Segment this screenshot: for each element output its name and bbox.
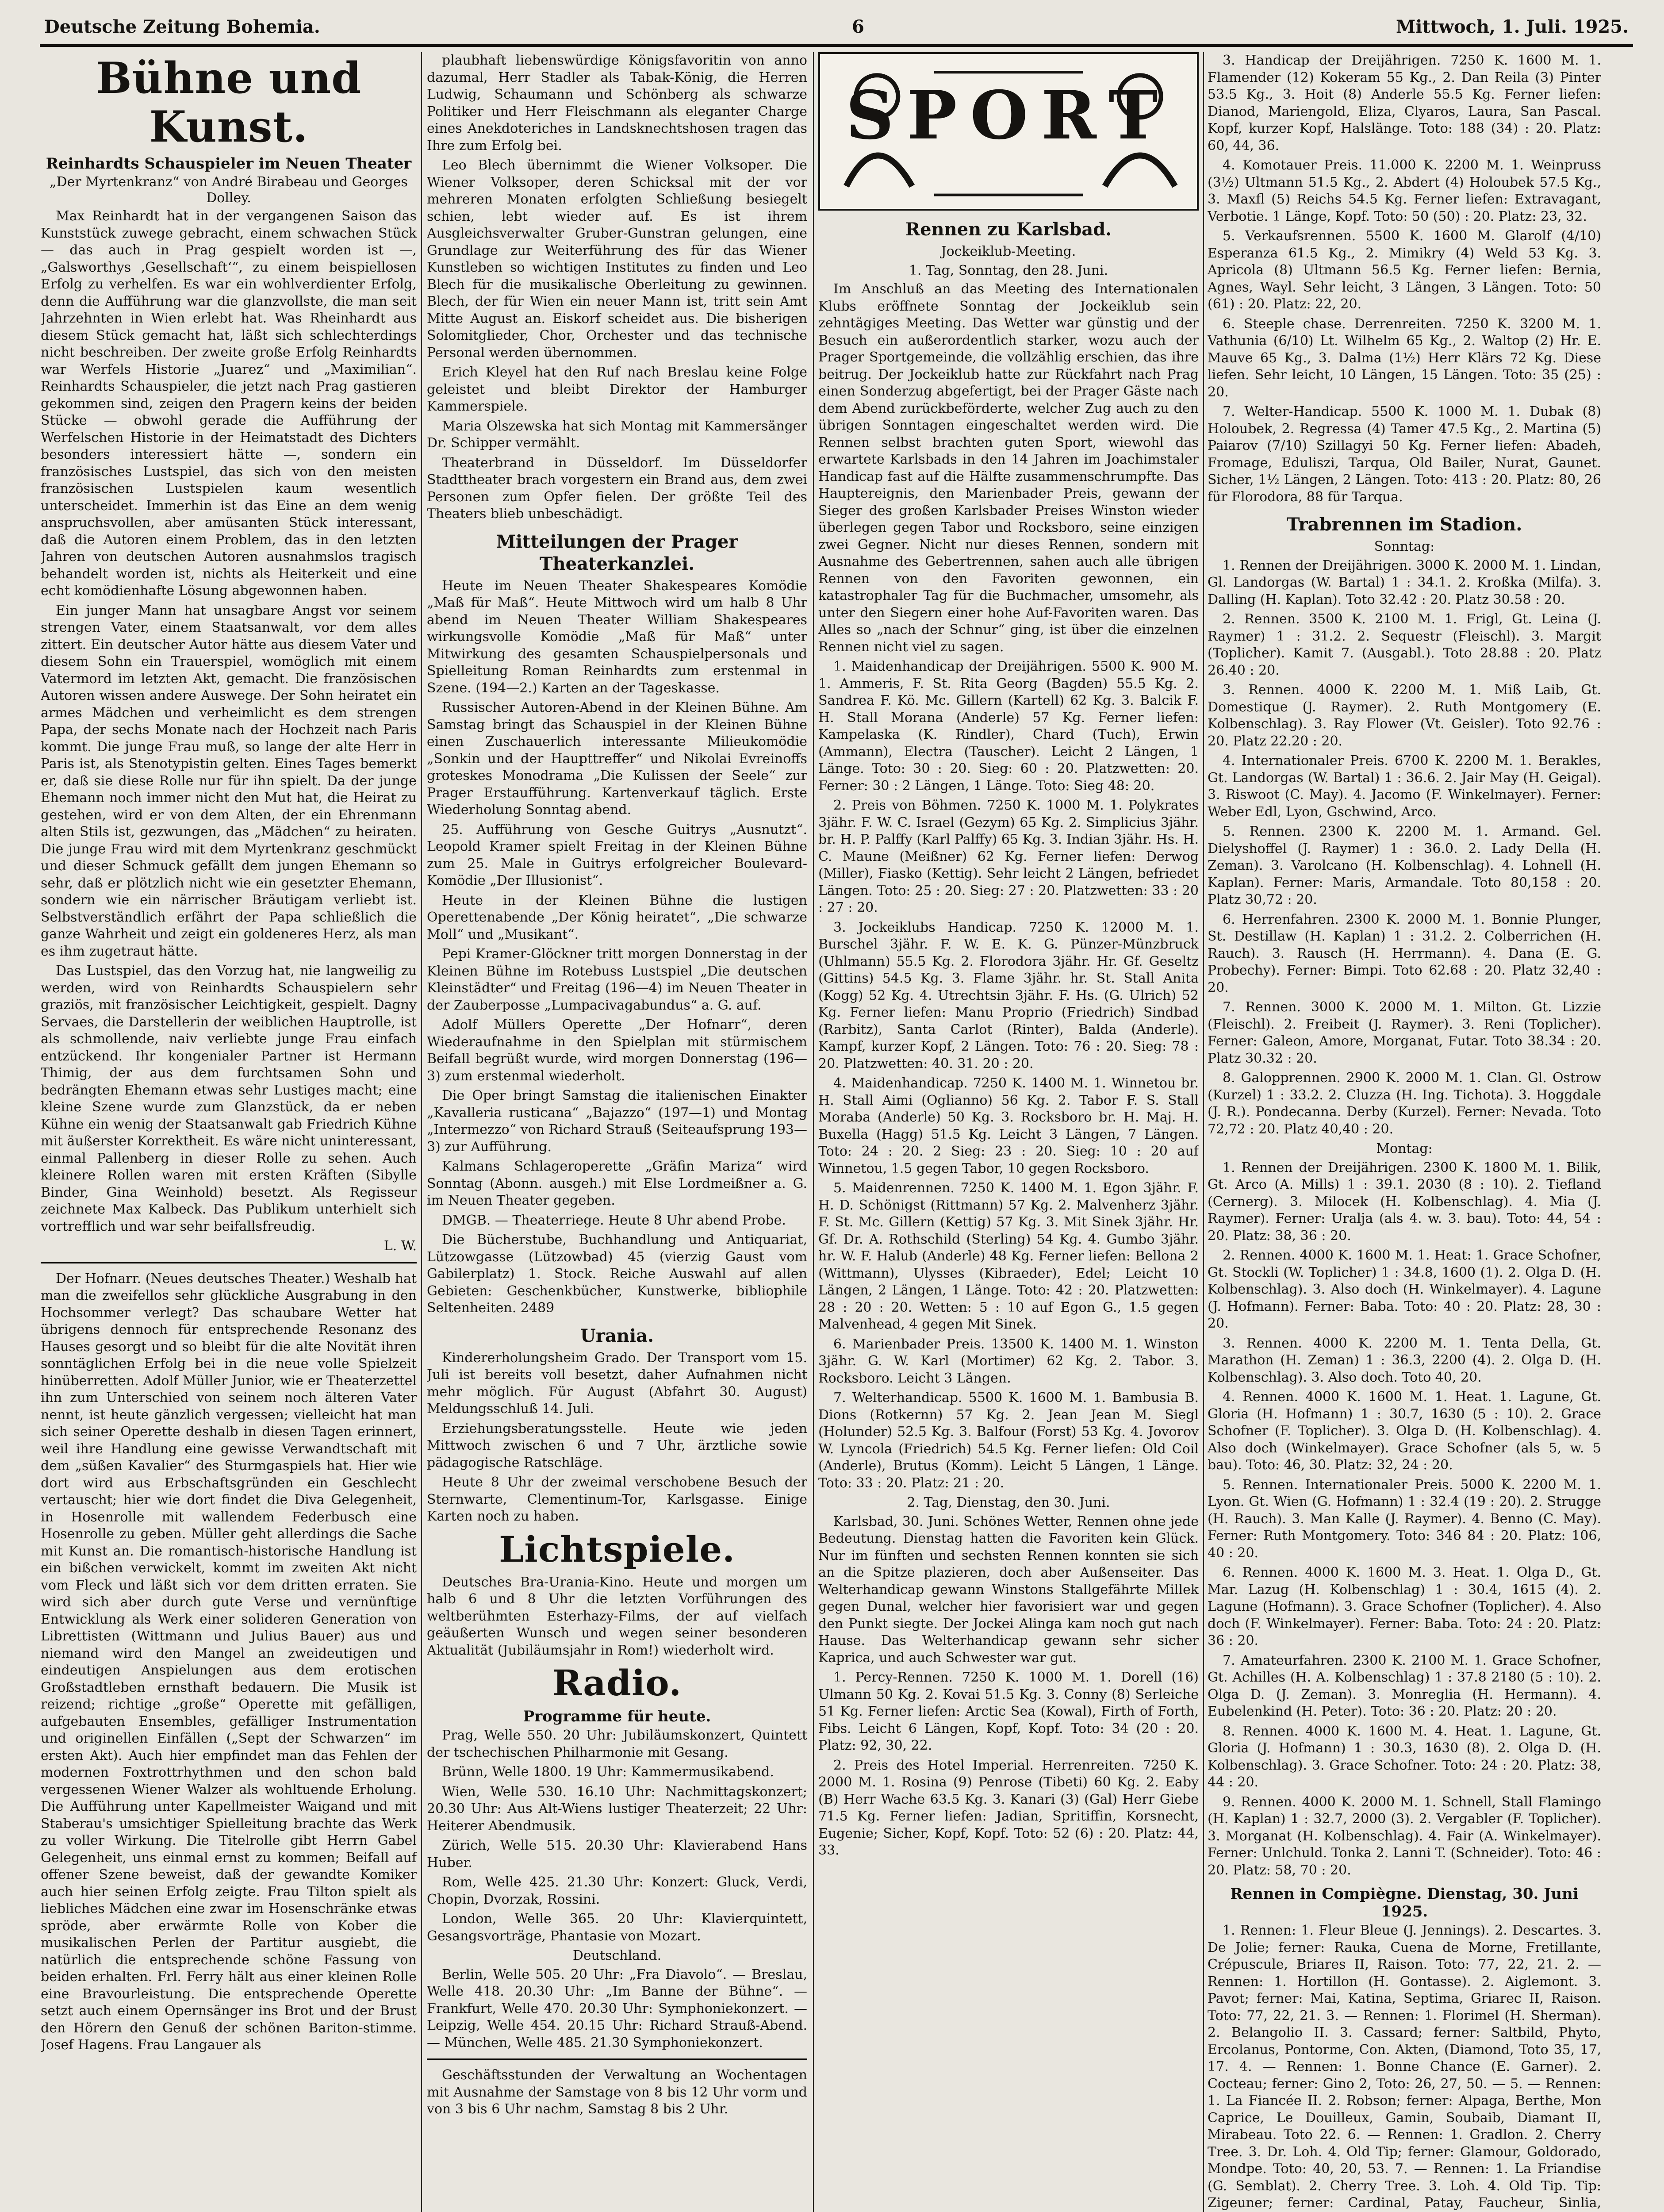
page-header	[44, 13, 1629, 40]
header-date: Mittwoch, 1. Juli. 1925.	[1396, 16, 1629, 37]
section-title-lichtspiele: Lichtspiele.	[499, 1528, 735, 1570]
radio-item: Wien, Welle 530. 16.10 Uhr: Nachmittagskonzert; 20.30 Uhr: Aus Alt-Wiens lustiger Theaterzeit; 22 Uhr: Heiterer Abendmusik.	[427, 1784, 807, 1834]
trot-result: 6. Rennen. 4000 K. 1600 M. 3. Heat. 1. Olga D., Gt. Mar. Lazug (H. Kolbenschlag) 1 : 30.4, 1615 (4). 2. Lagune (Hofmann). 3. Grace Schofner (Toplicher). 4. Also doch (F. Winkelmayer). Ferner: Baba. Toto: 24 : 20. Platz: 36 : 20.	[1208, 1565, 1601, 1648]
notice-item: Die Oper bringt Samstag die italienischen Einakter „Kavalleria rusticana“ „Bajazzo“ (197—1) und Montag „Intermezzo“ von Richard Strauß (Seiteaufsprung 193—3) zur Aufführung.	[427, 1088, 807, 1155]
sport-banner-word: SPORT	[846, 77, 1171, 154]
race-day-heading: 2. Tag, Dienstag, den 30. Juni.	[907, 1495, 1110, 1510]
sport-banner	[818, 52, 1199, 211]
notice-item: Kalmans Schlageroperette „Gräfin Mariza“ wird Sonntag (Abonn. ausgeh.) mit Else Lordmeißner a. G. im Neuen Theater gegeben.	[427, 1159, 807, 1208]
radio-item: Berlin, Welle 505. 20 Uhr: „Fra Diavolo“. — Breslau, Welle 418. 20.30 Uhr: „Im Banne der Bühne“. — Frankfurt, Welle 470. 20.30 Uhr: Symphoniekonzert. — Leipzig, Welle 454. 20.15 Uhr: Richard Strauß-Abend. — München, Welle 485. 21.30 Symphoniekonzert.	[427, 1966, 807, 2051]
trot-result: 2. Rennen. 4000 K. 1600 M. 1. Heat: 1. Grace Schofner, Gt. Stockli (W. Toplicher) 1 : 34.8, 1600 (1). 2. Olga D. (H. Kolbenschlag). 3. Also doch (H. Winkelmayer). 4. Lagune (J. Hofmann). Ferner: Baba. Toto: 40 : 20. Platz: 28, 30 : 20.	[1208, 1248, 1601, 1331]
notice-item: Heute im Neuen Theater Shakespeares Komödie „Maß für Maß“. Heute Mittwoch wird um halb 8 Uhr abend im Neuen Theater William Shakespeares wirkungsvolle Komödie „Maß für Maß“ unter Mitwirkung des gesamten Schauspielpersonals und Spielleitung Roman Reinhardts zum erstenmal in Szene. (194—2.) Karten an der Tageskasse.	[427, 578, 807, 696]
day-heading-sonntag: Sonntag:	[1374, 539, 1435, 554]
race-result: 3. Jockeiklubs Handicap. 7250 K. 12000 M. 1. Burschel 3jähr. F. W. E. K. G. Pünzer-Münzbruck (Uhlmann) 55.5 Kg. 2. Florodora 3jähr. Hr. Gf. Geseltz (Gittins) 54.5 Kg. 3. Flame 3jähr. hr. St. Stall Anita (Kogg) 52 Kg. 4. Utrechtsin 3jähr. F. Hs. (G. Ulrich) 52 Kg. Ferner liefen: Manu Proprio (Friedrich) Sindbad (Rarbitz), Santa Carlot (Rinter), Balda (Anderle). Kampf, kurzer Kopf, 2 Längen. Toto: 76 : 20. Sieg: 78 : 20. Platzwetten: 40. 31. 20 : 20.	[818, 919, 1199, 1071]
article-play-title: „Der Myrtenkranz“ von André Birabeau und Georges Dolley.	[50, 174, 408, 206]
race-report: Im Anschluß an das Meeting des Internationalen Klubs eröffnete Sonntag der Jockeiklub sein zehntägiges Meeting. Das Wetter war günstig und der Besuch ein außerordentlich starker, wozu auch der Prager Sportgemeinde, die vollzählig erschien, das ihre beitrug. Der Jockeiklub hatte zur Rückfahrt nach Prag einen Sonderzug abgefertigt, bei der Prager Gäste nach dem Abend zurückbeförderte, welcher Zug auch zu den übrigen Sonntagen eingeschaltet werden wird. Die Rennen selbst brachten guten Sport, wiewohl das erwartete Karlsbads in den 14 Jahren im Joachimstaler Handicap fast auf die Hälfte zusammenschrumpfte. Das Hauptereignis, den Marienbader Preis, gewann der Sieger des großen Karlsbader Preises Winston wieder überlegen gegen Tabor und Rocksboro, seine einzigen zwei Gegner. Nicht nur dieses Rennen, sondern mit Ausnahme des Gebertrennen, sahen auch alle übrigen Rennen von den Favoriten gewonnen, ein katastrophaler Tag für die Buchmacher, umsomehr, als unter den Siegern einer hohe Auf-Favoriten waren. Das Alles so „nach der Schnur“ ging, ist über die einzelnen Rennen nicht viel zu sagen.	[818, 281, 1199, 655]
trot-result: 8. Rennen. 4000 K. 1600 M. 4. Heat. 1. Lagune, Gt. Gloria (J. Hofmann) 1 : 30.3, 1630 (8). 2. Olga D. (H. Kolbenschlag). 3. Grace Schofner. Toto: 24 : 20. Platz: 38, 44 : 20.	[1208, 1723, 1601, 1790]
section-title-urania: Urania.	[580, 1325, 654, 1346]
race-result: 2. Preis von Böhmen. 7250 K. 1000 M. 1. Polykrates 3jähr. F. W. C. Israel (Gezym) 65 Kg. 2. Simplicius 3jähr. br. H. P. Palffy (Karl Palffy) 65 Kg. 3. Indian 3jähr. Hs. H. C. Maune (Meißner) 62 Kg. Ferner liefen: Derwog (Miller), Fiasko (Kettig). Sehr leicht 2 Längen, befriedet Längen. Toto: 25 : 20. Sieg: 27 : 20. Platzwetten: 33 : 20 : 27 : 20.	[818, 798, 1199, 915]
notice-item: Pepi Kramer-Glöckner tritt morgen Donnerstag in der Kleinen Bühne im Rotebuss Lustspiel „Die deutschen Kleinstädter“ und Freitag (196—4) im Neuen Theater in der Zauberposse „Lumpacivagabundus“ a. G. auf.	[427, 946, 807, 1013]
cinema-item: Deutsches Bra-Urania-Kino. Heute und morgen um halb 6 und 8 Uhr die letzten Vorführungen des weltberühmten Esterhazy-Films, der auf vielfach geäußerten Wunsch und wegen seiner besonderen Aktualität (Jubiläumsjahr in Rom!) wiederholt wird.	[427, 1574, 807, 1658]
compiegne-results: 1. Rennen: 1. Fleur Bleue (J. Jennings). 2. Descartes. 3. De Jolie; ferner: Rauka, Cuena de Morne, Fretillante, Crépuscule, Briares II, Raison. Toto: 77, 22, 21. 2. — Rennen: 1. Hortillon (H. Gontasse). 2. Aiglemont. 3. Pavot; ferner: Mai, Katina, Septima, Griarec II, Raison. Toto: 77, 22, 21. 3. — Rennen: 1. Florimel (H. Sherman). 2. Belangolio II. 3. Cassard; ferner: Saltbild, Phyto, Ercolanus, Pontorme, Con. Akten, (Diamond, Toto 35, 17, 17. 4. — Rennen: 1. Bonne Chance (E. Garner). 2. Cocteau; ferner: Gino 2, Toto: 26, 27, 50. — 5. — Rennen: 1. La Fiancée II. 2. Robson; ferner: Alpaga, Berthe, Mon Caprice, Le Douilleux, Gamin, Soubaib, Diamant II, Mirabeau. Toto 22. 6. — Rennen: 1. Gradlon. 2. Cherry Tree. 3. Dr. Loh. 4. Old Tip; ferner: Glamour, Goldorado, Mondpe. Toto: 40, 20, 53. 7. — Rennen: 1. La Friandise (G. Semblat). 2. Cherry Tree. 3. Loh. 4. Old Tip. Tip: Zigeuner; ferner: Cardinal, Patay, Faucheur, Sinlia,	[1208, 1923, 1601, 2211]
radio-item: Zürich, Welle 515. 20.30 Uhr: Klavierabend Hans Huber.	[427, 1838, 807, 1870]
meeting-name: Jockeiklub-Meeting.	[941, 244, 1076, 259]
column-1	[41, 52, 417, 2212]
race-day-heading: 1. Tag, Sonntag, den 28. Juni.	[909, 262, 1108, 278]
trot-result: 1. Rennen der Dreijährigen. 2300 K. 1800 M. 1. Bilik, Gt. Arco (A. Mills) 1 : 39.1. 2030 (8 : 10). 2. Tiefland (Cernerg). 3. Milocek (H. Kolbenschlag). 4. Mia (J. Raymer). Ferner: Uralja (als 4. w. 3. bau). Toto: 44, 54 : 20. Platz: 38, 36 : 20.	[1208, 1160, 1601, 1244]
article-signature: L. W.	[383, 1238, 417, 1254]
section-title-mitteilungen: Mitteilungen der Prager Theaterkanzlei.	[496, 531, 738, 574]
notice-item: Heute in der Kleinen Bühne die lustigen Operettenabende „Der König heiratet“, „Die schwarze Moll“ und „Musikant“.	[427, 892, 807, 942]
race-result: 3. Handicap der Dreijährigen. 7250 K. 1600 M. 1. Flamender (12) Kokeram 55 Kg., 2. Dan Reila (3) Pinter 53.5 Kg., 3. Hoit (8) Anderle 55.5 Kg. Ferner liefen: Dianod, Mariengold, Eliza, Clyaros, Laura, San Pascal. Kopf, kurzer Kopf, Halslänge. Toto: 188 (34) : 20. Platz: 60, 44, 36.	[1208, 53, 1601, 154]
header-rule	[40, 44, 1633, 47]
race-result: 1. Maidenhandicap der Dreijährigen. 5500 K. 900 M. 1. Ammeris, F. St. Rita Georg (Bagden) 55.5 Kg. 2. Sandrea F. Kö. Mc. Gillern (Kartell) 62 Kg. 3. Balcik F. H. Stall Morana (Anderle) 57 Kg. Ferner liefen: Kampelaska (K. Rindler), Chard (Tuch), Erwin (Ammann), Electra (Tauscher). Leicht 2 Längen, 1 Länge. Toto: 30 : 20. Sieg: 60 : 20. Platzwetten: 20. Ferner: 30 : 2 Längen, 1 Länge. Toto: Sieg 48: 20.	[818, 659, 1199, 794]
review-hofnarr: Der Hofnarr. (Neues deutsches Theater.) Weshalb hat man die zweifellos sehr glückliche Ausgrabung in den Hochsommer verlegt? Das schaubare Wetter hat übrigens dennoch für entsprechende Resonanz des Hauses gesorgt und so bleibt für die alte Novität ihren sonntäglichen Erfolg bei in die neue volle Spielzeit hinüberretten. Adolf Müller Junior, wie er Theaterzettel ihn zum Unterschied von seinem noch älteren Vater nennt, ist heute gänzlich vergessen; vielleicht hat man sich seiner Operette deshalb in diesen Tagen erinnert, weil ihre Handlung eine gewisse Verwandtschaft mit dem „süßen Kavalier“ des Sturmgaspiels hat. Hier wie dort wird aus Erbschaftsgründen ein Geschlecht vertauscht; hier wie dort findet die Diva Gelegenheit, in Hosenrolle mit wallendem Federbusch eine Hosenrolle zu geben. Müller geht allerdings die Sache mit Kunst an. Die romantisch-historische Handlung ist ein bißchen verwickelt, kommt im zweiten Akt nicht vom Fleck und läßt sich vor dem dritten erraten. Sie wird sich aber durch gute Verse und vernünftige Entwicklung als Werk einer solideren Generation von Librettisten (Wittmann und Julius Bauer) aus und niemand wird den Mangel an zweideutigen und eindeutigen Anspielungen aus dem erotischen Großstadtleben ernsthaft bedauern. Die Musik ist reizend; richtige „große“ Operette mit gefälligen, aufgebauten Ensembles, gefälliger Instrumentation und originellen Einfällen („Sept der Schwarzen“ im ersten Akt). Auch hier empfindet man das Fehlen der modernen Foxtrottrhythmen und den schon bald vergessenen Wiener Walzer als wohltuende Erholung. Die Aufführung unter Kapellmeister Waigand und mit Staberau's umsichtiger Spielleitung brachte das Werk zu voller Wirkung. Die Titelrolle gibt Herrn Gabel Gelegenheit, uns einmal ernst zu kommen; Beifall auf offener Szene beweist, daß der gewandte Komiker auch hier seinen Erfolg zeigte. Frau Tilton spielt als liebliches Mädchen eine zwar im Hosenschränke etwas spröde, aber erwärmte Rolle von Kober die musikalischen Perlen der Partitur ausgiebt, die natürlich die entsprechende schöne Fassung von beiden erhalten. Frl. Ferry hält aus einer kleinen Rolle eine Bravourleistung. Die entsprechende Operette setzt auch einem Opernsänger ins Brot und der Brust den Hörern den Genuß der schönen Bariton-stimme. Josef Hagens. Frau Langauer als	[41, 1271, 417, 2053]
header-page-number: 6	[851, 16, 864, 37]
race-result: 5. Verkaufsrennen. 5500 K. 1600 M. Glarolf (4/10) Esperanza 61.5 Kg., 2. Mimikry (4) Weld 53 Kg. 3. Apricola (8) Ultmann 56.5 Kg. Ferner liefen: Bernia, Agnes, Wayl. Sehr leicht, 3 Längen, 3 Längen. Toto: 50 (61) : 20. Platz: 22, 20.	[1208, 228, 1601, 312]
column-2	[427, 52, 807, 2212]
radio-item: London, Welle 365. 20 Uhr: Klavierquintett, Gesangsvorträge, Phantasie von Mozart.	[427, 1911, 807, 1944]
office-hours: Geschäftsstunden der Verwaltung an Wochentagen mit Ausnahme der Samstage von 8 bis 12 Uhr vorm und von 3 bis 6 Uhr nachm, Samstag 8 bis 2 Uhr.	[427, 2067, 807, 2117]
trot-result: 5. Rennen. 2300 K. 2200 M. 1. Armand. Gel. Dielyshoffel (J. Raymer) 1 : 36.0. 2. Lady Della (H. Zeman). 3. Varolcano (H. Kolbenschlag). 4. Lohnell (H. Kaplan). Ferner: Maris, Armandale. Toto 80,158 : 20. Platz 30,72 : 20.	[1208, 824, 1601, 907]
trot-result: 4. Rennen. 4000 K. 1600 M. 1. Heat. 1. Lagune, Gt. Gloria (H. Hofmann) 1 : 30.7, 1630 (5 : 10). 2. Grace Schofner (F. Toplicher). 3. Olga D. (H. Kolbenschlag). 4. Also doch (Winkelmayer). Grace Schofner (als 5, w. 5 bau). Toto: 46, 30. Platz: 32, 24 : 20.	[1208, 1389, 1601, 1473]
notice-item: 25. Aufführung von Gesche Guitrys „Ausnutzt“. Leopold Kramer spielt Freitag in der Kleinen Bühne zum 25. Male in Guitrys erfolgreicher Boulevard-Komödie „Der Illusionist“.	[427, 822, 807, 888]
notice-item: DMGB. — Theaterriege. Heute 8 Uhr abend Probe.	[442, 1212, 786, 1228]
radio-subtitle: Programme für heute.	[523, 1708, 711, 1725]
race-result: 2. Preis des Hotel Imperial. Herrenreiten. 7250 K. 2000 M. 1. Rosina (9) Penrose (Tibeti) 60 Kg. 2. Eaby (B) Herr Wache 63.5 Kg. 3. Kanari (3) (Gal) Herr Giebe 71.5 Kg. Ferner liefen: Jadian, Spritiffin, Korsnecht, Eugenie; Sicher, Kopf, Kopf. Toto: 52 (6) : 20. Platz: 44, 33.	[818, 1757, 1199, 1858]
trot-result: 7. Rennen. 3000 K. 2000 M. 1. Milton. Gt. Lizzie (Fleischl). 2. Freibeit (J. Raymer). 3. Reni (Toplicher). Ferner: Galeon, Amore, Morganat, Futar. Toto 38.34 : 20. Platz 30.32 : 20.	[1208, 999, 1601, 1066]
column-3	[818, 52, 1199, 2212]
race-result: 7. Welter-Handicap. 5500 K. 1000 M. 1. Dubak (8) Holoubek, 2. Regressa (4) Tamer 47.5 Kg., 2. Martina (5) Paiarov (7/10) Szillagyi 50 Kg. Ferner liefen: Abadeh, Fromage, Eduliszi, Tarqua, Old Bailer, Nurat, Gaunet. Sicher, 1½ Längen, 2 Längen. Toto: 413 : 20. Platz: 80, 26 für Florodora, 88 für Tarqua.	[1208, 404, 1601, 505]
day-heading-montag: Montag:	[1376, 1141, 1433, 1156]
trot-result: 1. Rennen der Dreijährigen. 3000 K. 2000 M. 1. Lindan, Gl. Landorgas (W. Bartal) 1 : 34.1. 2. Kroßka (Milfa). 3. Dalling (H. Kaplan). Toto 32.42 : 20. Platz 30.58 : 20.	[1208, 557, 1601, 607]
trot-result: 5. Rennen. Internationaler Preis. 5000 K. 2200 M. 1. Lyon. Gt. Wien (G. Hofmann) 1 : 32.4 (19 : 20). 2. Strugge (H. Rauch). 3. Man Kalle (J. Raymer). 4. Benno (C. May). Ferner: Ruth Montgomery. Toto: 346 84 : 20. Platz: 106, 40 : 20.	[1208, 1477, 1601, 1561]
radio-item: Rom, Welle 425. 21.30 Uhr: Konzert: Gluck, Verdi, Chopin, Dvorzak, Rossini.	[427, 1874, 807, 1907]
radio-item: Brünn, Welle 1800. 19 Uhr: Kammermusikabend.	[442, 1764, 774, 1780]
section-title-buehne: Bühne und Kunst.	[96, 53, 362, 152]
trot-result: 3. Rennen. 4000 K. 2200 M. 1. Tenta Della, Gt. Marathon (H. Zeman) 1 : 36.3, 2200 (4). 2. Olga D. (H. Kolbenschlag). 3. Also doch. Toto 40, 20.	[1208, 1335, 1601, 1385]
race-result: 4. Maidenhandicap. 7250 K. 1400 M. 1. Winnetou br. H. Stall Aimi (Oglianno) 56 Kg. 2. Tabor F. S. Stall Moraba (Anderle) 50 Kg. 3. Rocksboro br. H. Maj. H. Buxella (Hagg) 51.5 Kg. Leicht 3 Längen, 7 Längen. Toto: 24 : 20. 2 Sieg: 23 : 20. Sieg: 10 : 20 auf Winnetou, 1.5 gegen Tabor, 10 gegen Rocksboro.	[818, 1075, 1199, 1176]
trot-result: 7. Amateurfahren. 2300 K. 2100 M. 1. Grace Schofner, Gt. Achilles (H. A. Kolbenschlag) 1 : 37.8 2180 (5 : 10). 2. Olga D. (J. Zeman). 3. Monreglia (H. Hermann). 4. Eubelenkind (H. Peter). Toto: 36 : 20. Platz: 20 : 20.	[1208, 1652, 1601, 1719]
race-result: 4. Komotauer Preis. 11.000 K. 2200 M. 1. Weinpruss (3½) Ultmann 51.5 Kg., 2. Abdert (4) Holoubek 57.5 Kg., 3. Maxfl (5) Reichs 54.5 Kg. Ferner liefen: Extravagant, Verbotie. 1 Länge, Kopf. Toto: 50 (50) : 20. Platz: 23, 32.	[1208, 157, 1601, 224]
race-result: 6. Marienbader Preis. 13500 K. 1400 M. 1. Winston 3jähr. G. W. Karl (Mortimer) 62 Kg. 2. Tabor. 3. Rocksboro. Leicht 3 Längen.	[818, 1336, 1199, 1386]
notice-item: Adolf Müllers Operette „Der Hofnarr“, deren Wiederaufnahme in den Spielplan mit stürmischem Beifall begrüßt wurde, wird morgen Donnerstag (196—3) zum erstenmal wiederholt.	[427, 1017, 807, 1084]
section-title-radio: Radio.	[552, 1662, 682, 1704]
radio-item: Prag, Welle 550. 20 Uhr: Jubiläumskonzert, Quintett der tschechischen Philharmonie mit Gesang.	[427, 1728, 807, 1760]
divider	[427, 2058, 807, 2060]
urania-item: Heute 8 Uhr der zweimal verschobene Besuch der Sternwarte, Clementinum-Tor, Karlsgasse. Einige Karten noch zu haben.	[427, 1475, 807, 1524]
column-4	[1208, 52, 1601, 2212]
notice-item: Die Bücherstube, Buchhandlung und Antiquariat, Lützowgasse (Lützowbad) 45 (vierzig Gaust vom Gabilerplatz) 1. Stock. Reiche Auswahl auf allen Gebieten: Geschenkbücher, Kunstwerke, bibliophile Seltenheiten. 2489	[427, 1232, 807, 1316]
radio-country-label: Deutschland.	[572, 1948, 662, 1963]
news-item: Maria Olszewska hat sich Montag mit Kammersänger Dr. Schipper vermählt.	[427, 418, 807, 451]
trot-result: 9. Rennen. 4000 K. 2000 M. 1. Schnell, Stall Flamingo (H. Kaplan) 1 : 32.7, 2000 (3). 2. Vergabler (F. Toplicher). 3. Morganat (H. Kolbenschlag). 4. Fair (A. Winkelmayer). Ferner: Unlchuld. Tonka 2. Lanni T. (Schneider). Toto: 46 : 20. Platz: 58, 70 : 20.	[1208, 1794, 1601, 1878]
race-result: 7. Welterhandicap. 5500 K. 1600 M. 1. Bambusia B. Dions (Rotkernn) 57 Kg. 2. Jean Jean M. Siegl (Holunder) 52.5 Kg. 3. Balfour (Forst) 53 Kg. 4. Jovorov W. Lyncola (Friedrich) 54.5 Kg. Ferner liefen: Old Coil (Anderle), Brutus (Komm). Leicht 5 Längen, 1 Länge. Toto: 33 : 20. Platz: 21 : 20.	[818, 1390, 1199, 1491]
section-title-trabrennen: Trabrennen im Stadion.	[1286, 514, 1522, 535]
trot-result: 8. Galopprennen. 2900 K. 2000 M. 1. Clan. Gl. Ostrow (Kurzel) 1 : 33.2. 2. Cluzza (H. Ing. Tichota). 3. Hoggdale (J. R.). Pondecanna. Derby (Kurzel). Ferner: Nevada. Toto 72,72 : 20. Platz 40,40 : 20.	[1208, 1070, 1601, 1137]
urania-item: Kindererholungsheim Grado. Der Transport vom 15. Juli ist bereits voll besetzt, daher Aufnahmen nicht mehr möglich. Für August (Abfahrt 30. August) Meldungsschluß 14. Juli.	[427, 1350, 807, 1417]
compiegne-heading: Rennen in Compiègne. Dienstag, 30. Juni 1925.	[1230, 1885, 1579, 1920]
race-result: 1. Percy-Rennen. 7250 K. 1000 M. 1. Dorell (16) Ulmann 50 Kg. 2. Kovai 51.5 Kg. 3. Conny (8) Serleiche 51 Kg. Ferner liefen: Arctic Sea (Kowal), Firth of Forth, Fibs. Leicht 6 Längen, Kopf, Kopf. Toto: 34 (20 : 20. Platz: 92, 30, 22.	[818, 1670, 1199, 1753]
section-title-karlsbad: Rennen zu Karlsbad.	[905, 219, 1112, 240]
column-separator	[421, 52, 422, 2212]
article-paragraph: plaubhaft liebenswürdige Königsfavoritin von anno dazumal, Herr Stadler als Tabak-König, die Herren Ludwig, Schaumann und Schönberg als schwarze Politiker und Herr Fleischmann als eleganter Charge eines Anekdoteriches in Landsknechtshosen tragen das Ihre zum Erfolg bei.	[427, 53, 807, 154]
trot-result: 2. Rennen. 3500 K. 2100 M. 1. Frigl, Gt. Leina (J. Raymer) 1 : 31.2. 2. Sequestr (Fleischl). 3. Margit (Toplicher). Kamit 7. (Ausgabl.). Toto 28.88 : 20. Platz 26.40 : 20.	[1208, 611, 1601, 678]
article-paragraph: Das Lustspiel, das den Vorzug hat, nie langweilig zu werden, wird von Reinhardts Schauspielern sehr graziös, mit französischer Leichtigkeit, gespielt. Dagny Servaes, die Darstellerin der weiblichen Hauptrolle, ist als schmollende, naiv verliebte junge Frau einfach entzückend. Ihr kongenialer Partner ist Hermann Thimig, der aus dem furchtsamen Sohn und bedrängten Ehemann etwas sehr Lustiges macht; eine kleine Szene wurde zum Glanzstück, da er neben Kühne ein wenig der Staatsanwalt gab Friedrich Kühne mit äußerster Korrektheit. Es wäre nicht uninteressant, einmal Pallenberg in dieser Rolle zu sehen. Auch kleinere Rollen waren mit ersten Kräften (Sibylle Binder, Gina Weinhold) besetzt. Als Regisseur zeichnete Max Kalbeck. Das Publikum unterhielt sich vortrefflich und war sehr beifallsfreudig.	[41, 963, 417, 1234]
trot-result: 3. Rennen. 4000 K. 2200 M. 1. Miß Laib, Gt. Domestique (J. Raymer). 2. Ruth Montgomery (E. Kolbenschlag). 3. Ray Flower (Vt. Geisler). Toto 92.76 : 20. Platz 22.20 : 20.	[1208, 682, 1601, 749]
news-item: Leo Blech übernimmt die Wiener Volksoper. Die Wiener Volksoper, deren Schicksal mit der vor mehreren Monaten erfolgten Schließung besiegelt schien, lebt wieder auf. Es ist ihrem Ausgleichsverwalter Gruber-Gunstran gelungen, eine Grundlage zur Weiterführung des für das Wiener Kunstleben so wichtigen Institutes zu finden und Leo Blech für die musikalische Oberleitung zu gewinnen. Blech, der für Wien ein neuer Mann ist, tritt sein Amt Mitte August an. Eiskorf scheidet aus. Die bisherigen Solomitglieder, Chor, Orchester und das technische Personal werden übernommen.	[427, 157, 807, 361]
news-item: Theaterbrand in Düsseldorf. Im Düsseldorfer Stadttheater brach vorgestern ein Brand aus, dem zwei Personen zum Opfer fielen. Der größte Teil des Theaters blieb unbeschädigt.	[427, 455, 807, 522]
header-newspaper-name: Deutsche Zeitung Bohemia.	[44, 16, 320, 37]
race-result: 5. Maidenrennen. 7250 K. 1400 M. 1. Egon 3jähr. F. H. D. Schönigst (Rittmann) 57 Kg. 2. Malvenherz 3jähr. F. St. Mc. Gillern (Kettig) 57 Kg. 3. Mit Sinek 3jähr. Hr. Gf. Dr. A. Rothschild (Sterling) 54 Kg. 4. Gumbo 3jähr. hr. W. F. Halub (Anderle) 48 Kg. Ferner liefen: Bellona 2 (Wittmann), Ulysses (Kibraeder), Edel; Leicht 10 Längen, 2 Längen, 1 Länge. Toto: 42 : 20. Platzwetten: 28 : 20 : 20. Wetten: 5 : 10 auf Egon G., 1.5 gegen Malvenhead, 4 gegen Mit Sinek.	[818, 1180, 1199, 1332]
race-result: 6. Steeple chase. Derrenreiten. 7250 K. 3200 M. 1. Vathunia (6/10) Lt. Wilhelm 65 Kg., 2. Waltop (2) Hr. E. Mauve 65 Kg., 3. Dalma (1½) Herr Klärs 72 Kg. Diese liefen. Sehr leicht, 10 Längen, 15 Längen. Toto: 35 (25) : 20.	[1208, 316, 1601, 400]
race-report: Karlsbad, 30. Juni. Schönes Wetter, Rennen ohne jede Bedeutung. Dienstag hatten die Favoriten kein Glück. Nur im fünften und sechsten Rennen konnten sie sich an die Spitze plazieren, doch aber Außenseiter. Das Welterhandicap gewann Winstons Stallgefährte Millek gegen Dunal, welcher hier favorisiert war und gegen den Punkt siegte. Der Jockei Alinga kam noch gut nach Hause. Das Welterhandicap gewann sehr sicher Kaprica, und auch Schwester war gut.	[818, 1513, 1199, 1666]
news-item: Erich Kleyel hat den Ruf nach Breslau keine Folge geleistet und bleibt Direktor der Hamburger Kammerspiele.	[427, 365, 807, 414]
notice-item: Russischer Autoren-Abend in der Kleinen Bühne. Am Samstag bringt das Schauspiel in der Kleinen Bühne einen Zuschauerlich interessante Milieukomödie „Sonkin und der Haupttreffer“ und Nikolai Evreinoffs groteskes Monodrama „Die Kulissen der Seele“ zur Prager Erstaufführung. Kartenverkauf täglich. Erste Wiederholung Sonntag abend.	[427, 700, 807, 818]
article-paragraph: Ein junger Mann hat unsagbare Angst vor seinem strengen Vater, einem Staatsanwalt, vor dem alles zittert. Ein deutscher Autor hätte aus diesem Vater und diesem Sohn ein Trauerspiel, womöglich mit einem Vatermord im letzten Akt, gemacht. Die französischen Autoren wissen andere Auswege. Der Sohn heiratet ein armes Mädchen und verheimlicht es dem strengen Papa, der sechs Monate nach der Hochzeit nach Paris kommt. Die junge Frau muß, so lange der alte Herr in Paris ist, als Stenotypistin gelten. Eines Tages bemerkt er, daß sie diese Rolle nur für ihn spielt. Da der junge Ehemann noch immer nicht den Mut hat, die Heirat zu gestehen, wird er von dem Alten, der ein Ehrenmann alten Stils ist, gezwungen, das „Mädchen“ zu heiraten. Die junge Frau wird mit dem Myrtenkranz geschmückt und dieser Schmuck gefällt dem jungen Ehemann so sehr, daß er plötzlich nicht wie ein gesetzter Ehemann, sondern wie ein närrischer Bräutigam verliebt ist. Selbstverständlich erfährt der Papa schließlich die ganze Wahrheit und zeigt ein goldeneres Herz, als man es ihm zugetraut hätte.	[41, 603, 417, 959]
column-separator	[813, 52, 814, 2212]
trot-result: 6. Herrenfahren. 2300 K. 2000 M. 1. Bonnie Plunger, St. Destillaw (H. Kaplan) 1 : 31.2. 2. Colberrichen (H. Rauch). 3. Rausch (H. Herrmann). 4. Dana (E. G. Probechy). Ferner: Bimpi. Toto 62.68 : 20. Platz 32,40 : 20.	[1208, 911, 1601, 995]
article-headline: Reinhardts Schauspieler im Neuen Theater	[46, 155, 412, 173]
trot-result: 4. Internationaler Preis. 6700 K. 2200 M. 1. Berakles, Gt. Landorgas (W. Bartal) 1 : 36.6. 2. Jair May (H. Geigal). 3. Riswoot (C. May). 4. Jacomo (F. Winkelmayer). Ferner: Weber Edl, Lyon, Gschwind, Arco.	[1208, 753, 1601, 820]
article-paragraph: Max Reinhardt hat in der vergangenen Saison das Kunststück zuwege gebracht, einem schwachen Stück — das auch in Prag gespielt worden ist —, „Galsworthys ‚Gesellschaft‘“, zu einem beispiellosen Erfolg zu verhelfen. Es war ein wohlverdienter Erfolg, denn die Aufführung war die glanzvollste, die man seit Jahrzehnten in Wien erlebt hat. Was Rheinhardt aus diesem Stück gemacht hat, läßt sich schlechterdings nicht beschreiben. Der zweite große Erfolg Reinhardts war Werfels Historie „Juarez“ und „Maximilian“. Reinhardts Schauspieler, die jetzt nach Prag gastieren gekommen sind, zeigen den Pragern keins der beiden Stücke — obwohl gerade die Aufführung der Werfelschen Historie in der Heimatstadt des Dichters besonders interessiert hätte —, sondern ein französisches Lustspiel, das sich von den meisten französischen Lustspielen kaum wesentlich unterscheidet. Immerhin ist das Eine an dem wenig anspruchsvollen, aber amüsanten Stück interessant, daß die Autoren einem Problem, das in den letzten Jahren von deutschen Autoren ausnahmslos tragisch behandelt worden ist, nichts als Heiterkeit und eine echt komödienhafte Lösung abgewonnen haben.	[41, 208, 417, 599]
divider	[41, 1262, 417, 1263]
column-separator	[1203, 52, 1204, 2212]
urania-item: Erziehungsberatungsstelle. Heute wie jeden Mittwoch zwischen 6 und 7 Uhr, ärztliche sowie pädagogische Ratschläge.	[427, 1421, 807, 1471]
